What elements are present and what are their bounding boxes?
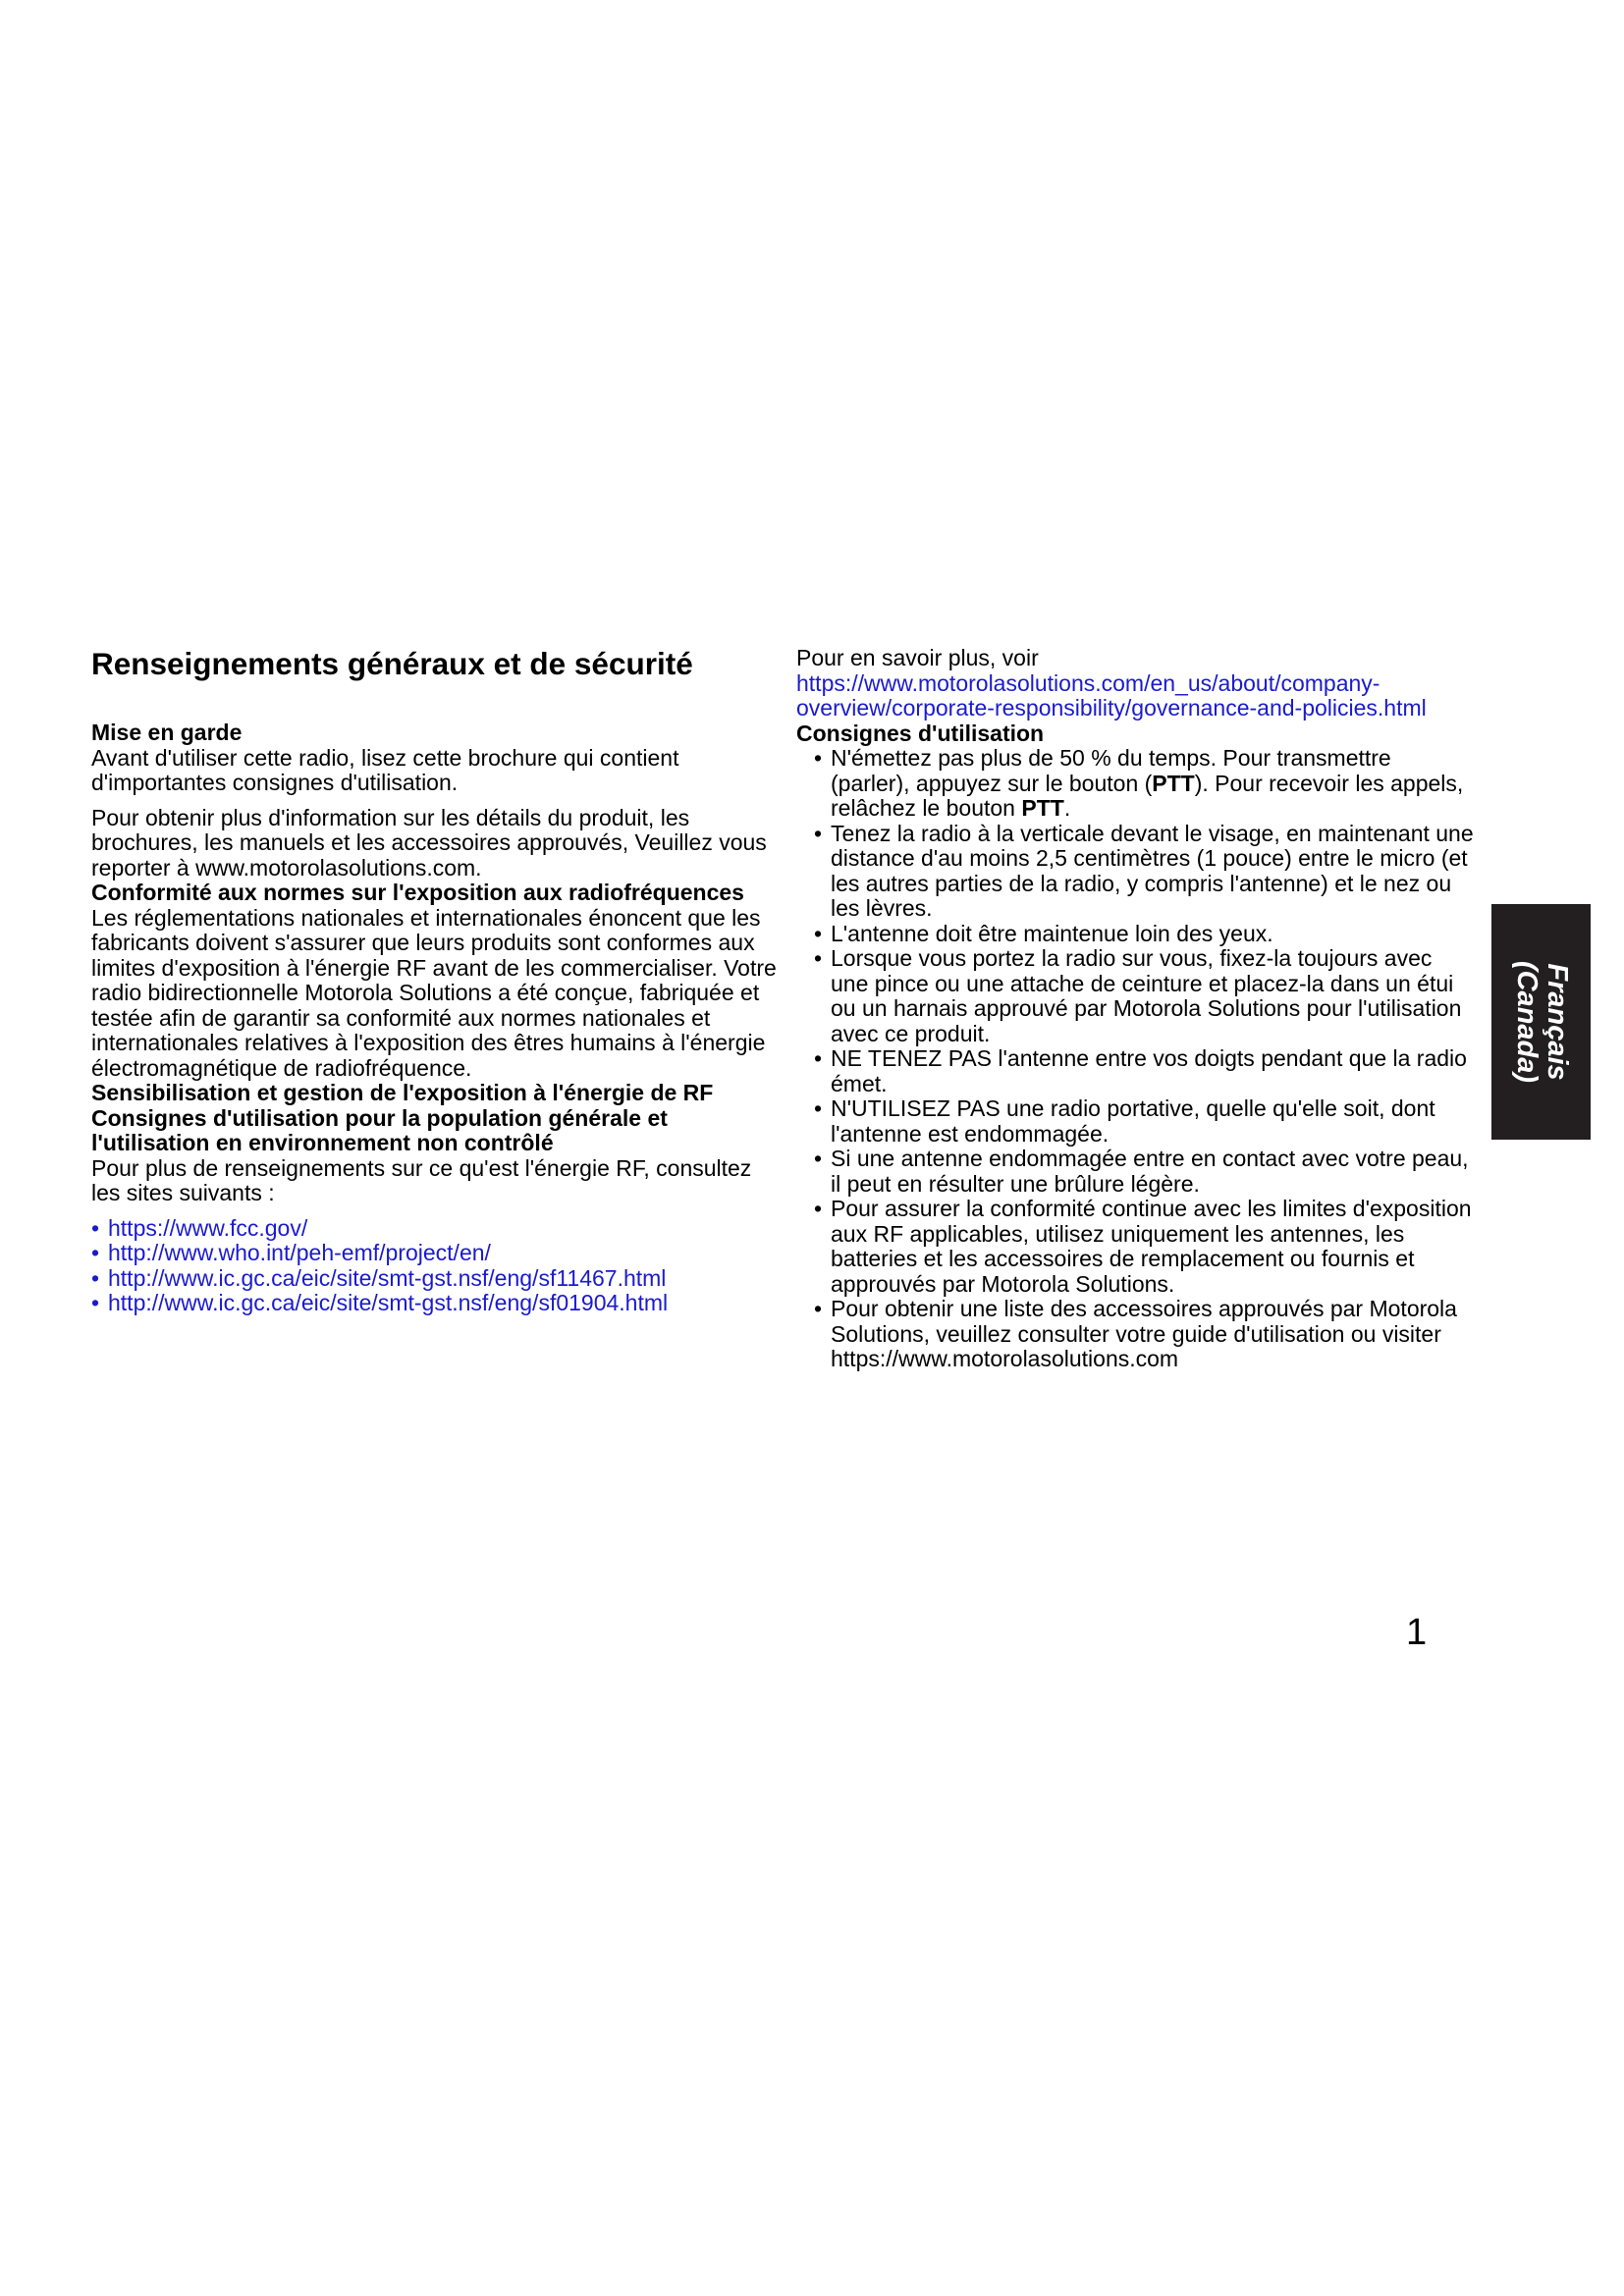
rf-awareness-heading: Sensibilisation et gestion de l'exposition à l'énergie de RF [91,1080,714,1105]
reference-link[interactable]: http://www.who.int/peh-emf/project/en/ [108,1240,491,1265]
list-item: • NE TENEZ PAS l'antenne entre vos doigts pendant que la radio émet. [814,1045,1467,1096]
right-column [796,646,1474,1372]
list-item: • Lorsque vous portez la radio sur vous, fixez-la toujours avec une pince ou une attache de ceinture et placez-la dans un étui ou un harnais approuvé par Motorola Solutions pour l'utilisation avec ce produit. [814,945,1462,1046]
bullet-icon: • [814,1095,823,1121]
bullet-icon: • [91,1240,100,1265]
bullet-icon: • [814,1045,823,1071]
usage-heading: Consignes d'utilisation [796,720,1045,746]
list-item: • Si une antenne endommagée entre en contact avec votre peau, il peut en résulter une brûlure légère. [814,1146,1469,1197]
caution-heading: Mise en garde [91,720,243,745]
more-info-text: Pour en savoir plus, voir [796,645,1039,670]
page-number: 1 [1406,1612,1428,1653]
rf-compliance-heading: Conformité aux normes sur l'exposition aux radiofréquences [91,880,744,905]
bullet-icon: • [814,820,823,846]
reference-link[interactable]: http://www.ic.gc.ca/eic/site/smt-gst.nsf/eng/sf11467.html [108,1264,667,1291]
reference-link[interactable]: https://www.fcc.gov/ [108,1214,308,1241]
list-item: • Pour assurer la conformité continue avec les limites d'exposition aux RF applicables, utilisez uniquement les antennes, les batteries et les accessoires de remplacement ou fournis et approuvés par Motorola Solutions. [814,1196,1472,1297]
bullet-icon: • [814,920,823,946]
ptt-label: PTT [1021,795,1064,821]
language-tab-label [1511,961,1572,1083]
bullet-icon: • [814,1296,823,1321]
list-item: • Pour obtenir une liste des accessoires approuvés par Motorola Solutions, veuillez consulter votre guide d'utilisation ou visiter https://www.motorolasolutions.com [814,1296,1457,1371]
list-item: • N'UTILISEZ PAS une radio portative, quelle qu'elle soit, dont l'antenne est endommagée. [814,1095,1435,1147]
caution-paragraph-2: Pour obtenir plus d'information sur les détails du produit, les brochures, les manuels et les accessoires approuvés, Veuillez vous reporter à www.motorolasolutions.com. [91,804,767,881]
list-item: • Tenez la radio à la verticale devant le visage, en maintenant une distance d'au moins 2,5 centimètres (1 pouce) entre le micro (et les autres parties de la radio, y compris l'antenne) et le nez ou les lèvres. [814,820,1474,921]
bullet-icon: • [814,1146,823,1171]
page-title: Renseignements généraux et de sécurité [91,646,693,681]
bullet-icon: • [814,1196,823,1221]
list-item[interactable] [91,1266,779,1292]
general-population-paragraph: Pour plus de renseignements sur ce qu'est l'énergie RF, consultez les sites suivants : [91,1154,752,1205]
language-tab-line-2: (Canada) [1510,960,1543,1084]
bullet-icon: • [91,1290,100,1315]
list-item[interactable] [91,1291,779,1316]
language-tab [1491,904,1591,1140]
bullet-icon: • [91,1214,100,1241]
bullet-icon: • [91,1264,100,1291]
list-item[interactable] [91,1241,779,1266]
governance-link[interactable]: https://www.motorolasolutions.com/en_us/about/company-overview/corporate-responsibility/governance-and-policies.html [796,669,1427,721]
language-tab-line-1: Français [1541,963,1573,1081]
caution-paragraph-1: Avant d'utiliser cette radio, lisez cette brochure qui contient d'importantes consignes d'utilisation. [91,744,679,795]
list-item: • N'émettez pas plus de 50 % du temps. Pour transmettre (parler), appuyez sur le bouton (PTT). Pour recevoir les appels, relâchez le bouton PTT. [814,745,1464,821]
left-column [91,646,779,1316]
usage-instructions-list [796,746,1474,1372]
reference-links-list [91,1216,779,1316]
bullet-icon: • [814,745,823,771]
list-item[interactable] [91,1216,779,1242]
list-item: • L'antenne doit être maintenue loin des yeux. [814,920,1273,946]
bullet-icon: • [814,945,823,971]
reference-link[interactable]: http://www.ic.gc.ca/eic/site/smt-gst.nsf/eng/sf01904.html [108,1290,669,1315]
general-population-heading: Consignes d'utilisation pour la population générale et l'utilisation en environnement non contrôlé [91,1104,668,1155]
rf-compliance-paragraph: Les réglementations nationales et internationales énoncent que les fabricants doivent s'assurer que leurs produits sont conformes aux limites d'exposition à l'énergie RF avant de les commercialiser. Votre radio bidirectionnelle Motorola Solutions a été conçue, fabriquée et testée afin de garantir sa conformité aux normes nationales et internationales relatives à l'exposition des êtres humains à l'énergie électromagnétique de radiofréquence. [91,904,777,1081]
ptt-label: PTT [1152,770,1195,796]
